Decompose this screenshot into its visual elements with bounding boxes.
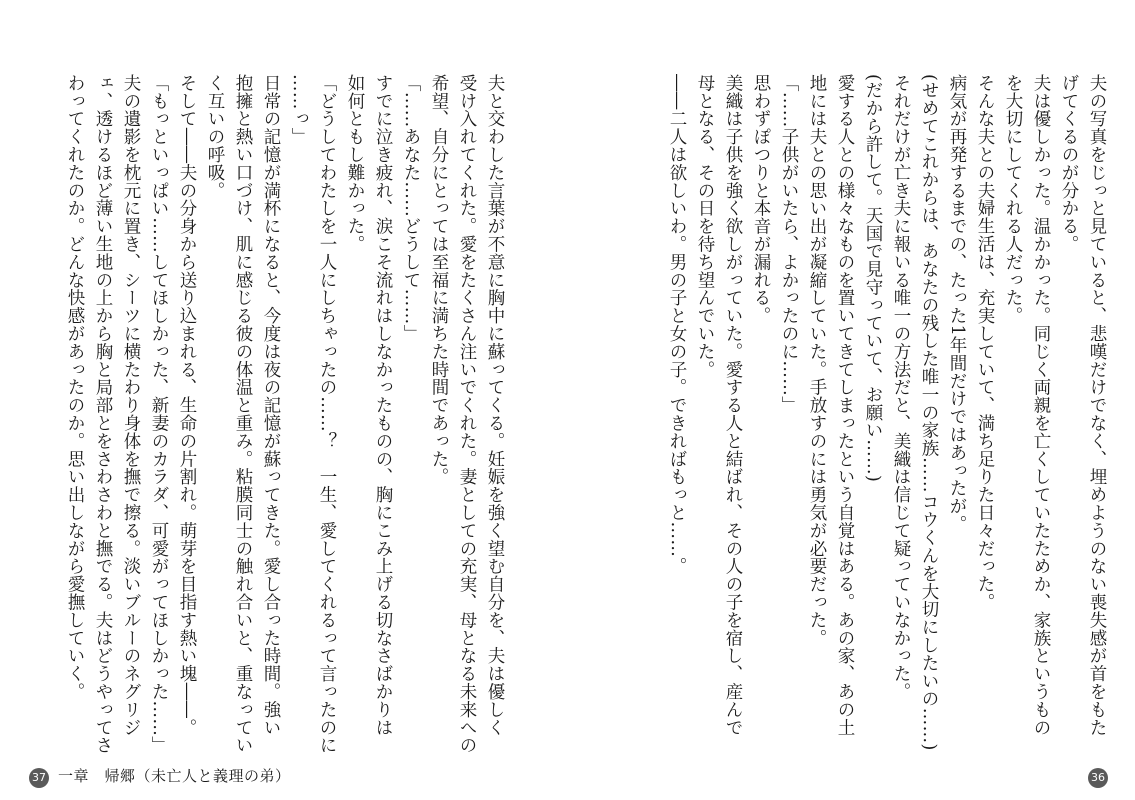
text-line: 思わずぽつりと本音が漏れる。 <box>751 74 771 325</box>
text-line: (せめてこれからは、あなたの残した唯一の家族……コウくんを大切にしたいの……) <box>919 74 939 751</box>
running-head: 一章 帰郷（未亡人と義理の弟） <box>58 767 291 785</box>
page-number: 37 <box>29 768 49 788</box>
text-line: 「……あなた……どうして……」 <box>401 74 421 343</box>
text-line: 受け入れてくれた。愛をたくさん注いでくれた。妻としての充実、母となる未来への <box>457 74 477 755</box>
text-line: それだけが亡き夫に報いる唯一の方法だと、美織は信じて疑っていなかった。 <box>891 74 911 701</box>
text-line: ェ、透けるほど薄い生地の上から胸と局部とをさわさわと撫でる。夫はどうやってさ <box>93 74 113 755</box>
text-line: すでに泣き疲れ、涙こそ流れはしなかったものの、胸にこみ上げる切なさばかりは <box>373 74 393 737</box>
page-number: 36 <box>1088 768 1108 788</box>
text-line: 病気が再発するまでの、たった1年間だけではあったが。 <box>947 74 967 534</box>
text-line: げてくるのが分かる。 <box>1059 74 1079 253</box>
text-line: そして――夫の分身から送り込まれる、生命の片割れ。萌芽を目指す熱い塊――。 <box>177 74 197 737</box>
text-line: 愛する人との様々なものを置いてきてしまったという自覚はある。あの家、あの土 <box>835 74 855 737</box>
text-line: 抱擁と熱い口づけ、肌に感じる彼の体温と重み。粘膜同士の触れ合いと、重なってい <box>233 74 253 755</box>
text-line: ……っ」 <box>289 74 309 146</box>
text-line: 夫は優しかった。温かかった。同じく両親を亡くしていたためか、家族というもの <box>1031 74 1051 737</box>
text-line: を大切にしてくれる人だった。 <box>1003 74 1023 325</box>
right-page <box>567 0 1135 800</box>
text-line: 美織は子供を強く欲しがっていた。愛する人と結ばれ、その人の子を宿し、産んで <box>723 74 743 737</box>
text-line: 「……子供がいたら、よかったのに……」 <box>779 74 799 415</box>
text-line: 日常の記憶が満杯になると、今度は夜の記憶が蘇ってきた。愛し合った時間。強い <box>261 74 281 737</box>
text-line: 夫の遺影を枕元に置き、シーツに横たわり身体を撫で擦る。淡いブルーのネグリジ <box>121 74 141 737</box>
text-line: 如何ともし難かった。 <box>345 74 365 253</box>
text-line: 「どうしてわたしを一人にしちゃったの……？ 一生、愛してくれるって言ったのに <box>317 74 337 755</box>
text-line: 夫の写真をじっと見ていると、悲嘆だけでなく、埋めようのない喪失感が首をもた <box>1087 74 1107 737</box>
text-line: そんな夫との夫婦生活は、充実していて、満ち足りた日々だった。 <box>975 74 995 611</box>
text-line: 夫と交わした言葉が不意に胸中に蘇ってくる。妊娠を強く望む自分を、夫は優しく <box>485 74 505 737</box>
text-line: 「もっといっぱい……してほしかった、新妻のカラダ、可愛がってほしかった……」 <box>149 74 169 755</box>
text-line: ――二人は欲しいわ。男の子と女の子。できればもっと……。 <box>667 74 687 576</box>
text-line: (だから許して。天国で見守っていて、お願い……) <box>863 74 883 483</box>
text-line: 地には夫との思い出が凝縮していた。手放すのには勇気が必要だった。 <box>807 74 827 647</box>
text-line: 希望、自分にとっては至福に満ちた時間であった。 <box>429 74 449 486</box>
text-line: く互いの呼吸。 <box>205 74 225 200</box>
text-line: わってくれたのか。どんな快感があったのか。思い出しながら愛撫していく。 <box>65 74 85 701</box>
left-page <box>0 0 567 800</box>
text-line: 母となる、その日を待ち望んでいた。 <box>695 74 715 379</box>
